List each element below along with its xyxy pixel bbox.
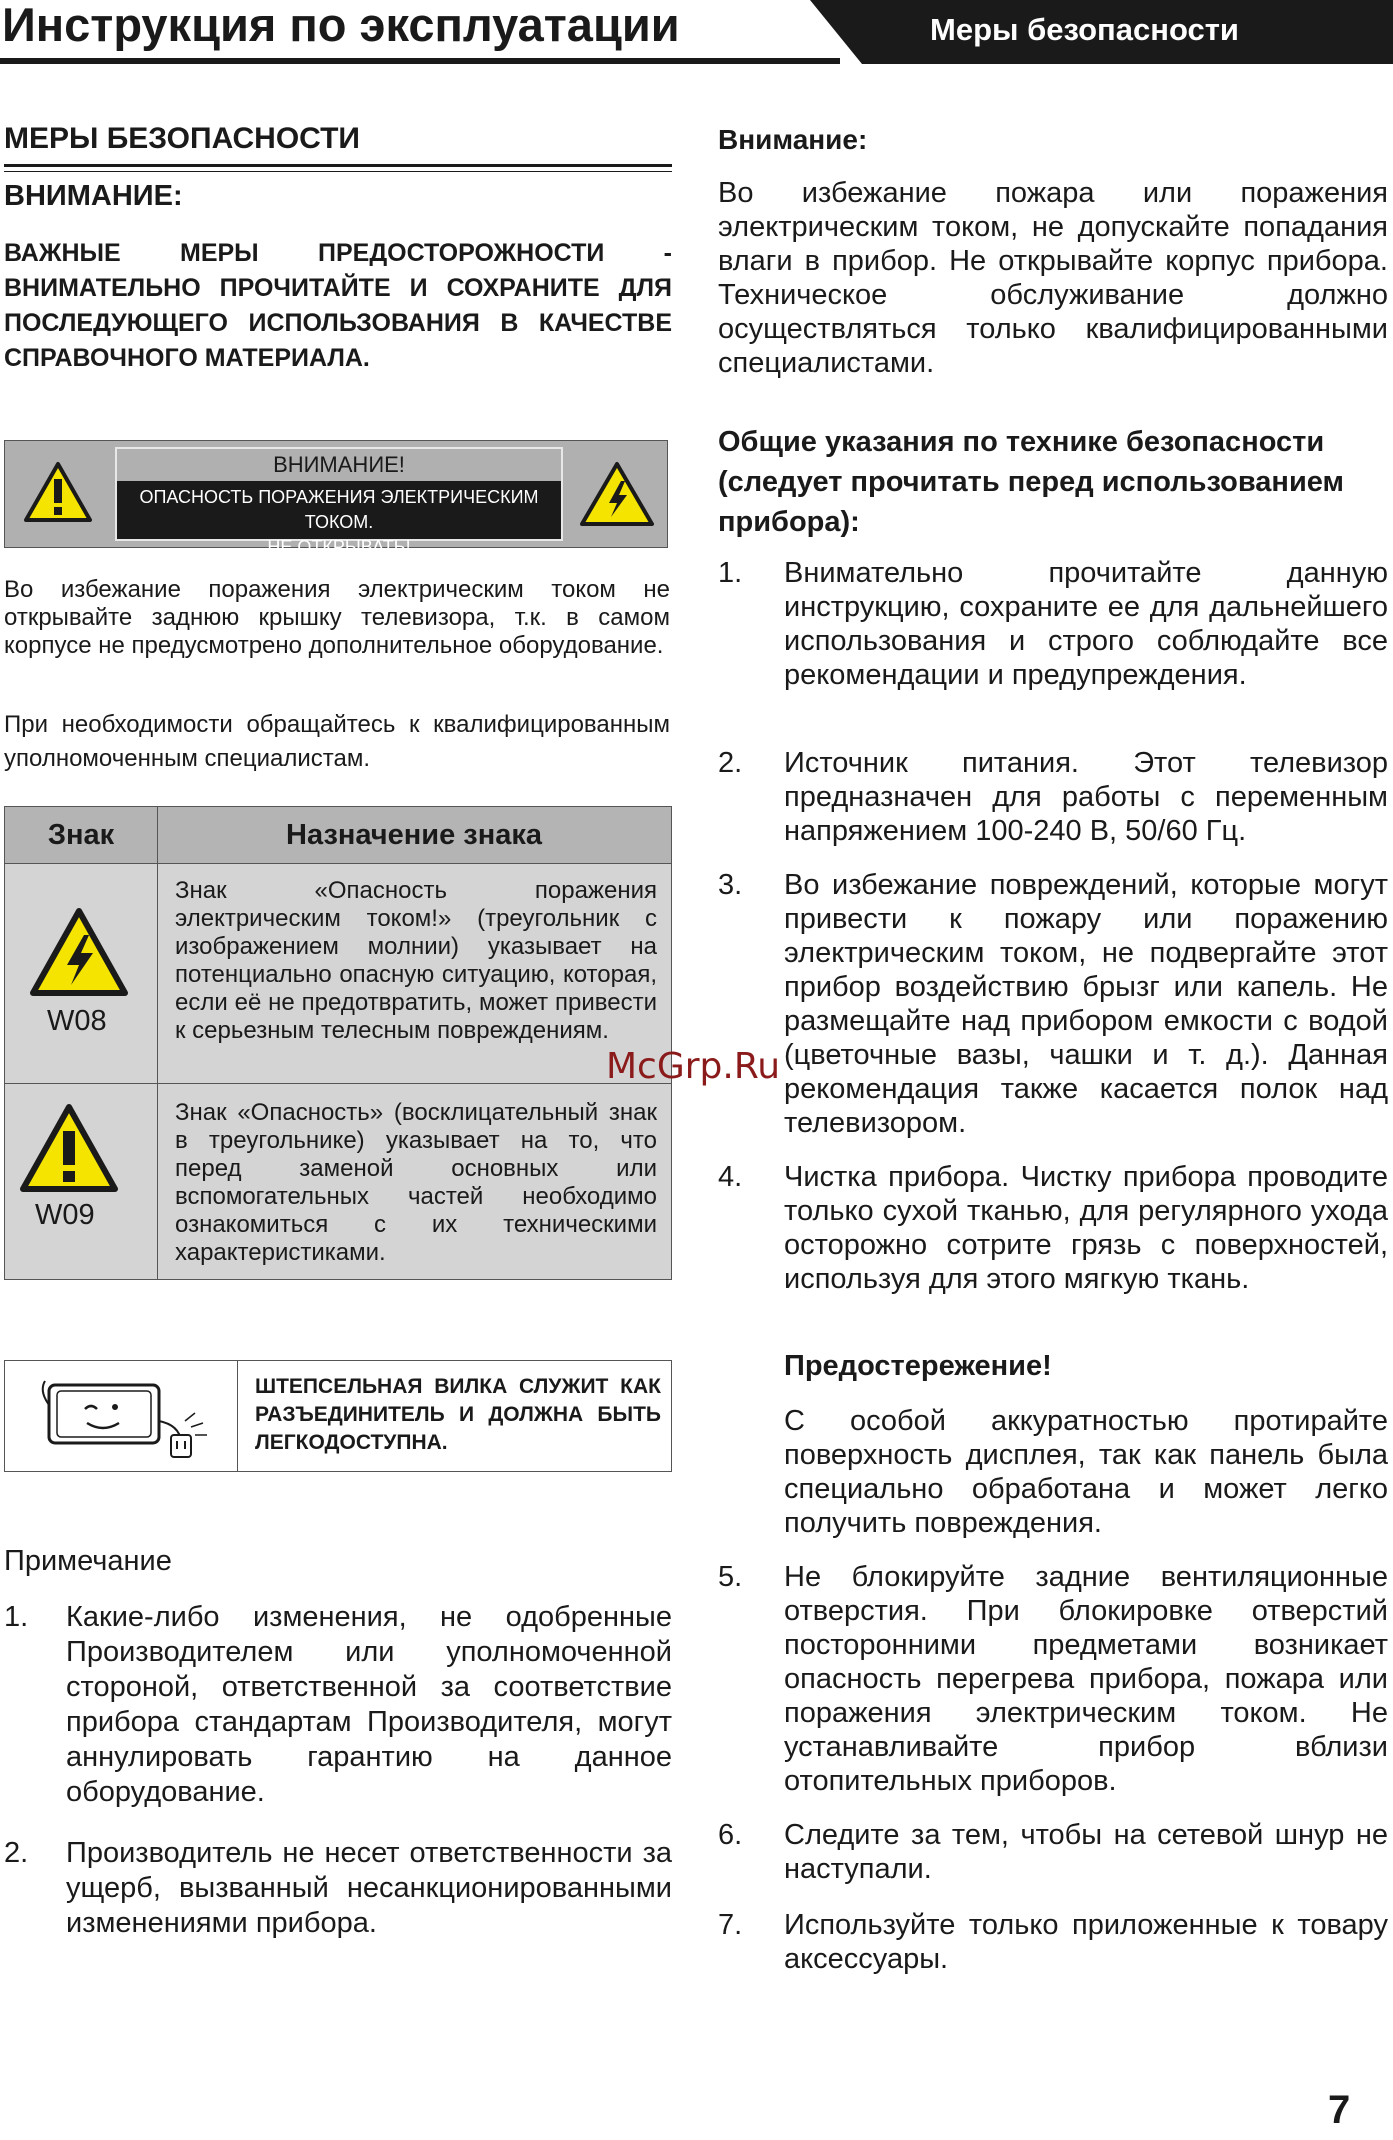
instruction-text: Во избежание повреждений, которые могут привести к пожару или поражению электрическим током, не подвергайте этот прибор воздействию брызг или капель. Не размещайте над прибором емкости с водой (цветочные вазы, чашки и т. д.). Данная рекомендация также касается полок над телевизором. [784, 869, 1388, 1139]
attention-heading: ВНИМАНИЕ: [4, 180, 183, 212]
warning-label-line2: НЕ ОТКРЫВАТЬ! [267, 537, 411, 557]
instruction-text: Используйте только приложенные к товару аксессуары. [784, 1909, 1388, 1975]
sign-code: W09 [35, 1199, 95, 1231]
instruction-text: Не блокируйте задние вентиляционные отверстия. При блокировке отверстий посторонними предметами возникает опасность перегрева прибора, пожара или поражения электрическим током. Не устанавливайте прибор вблизи отопительных приборов. [784, 1561, 1388, 1797]
table-divider [157, 807, 158, 1279]
exclamation-warning-icon [23, 461, 93, 523]
plug-disconnect-box [4, 1360, 672, 1472]
instruction-number: 5. [718, 1561, 743, 1593]
note-text: Какие-либо изменения, не одобренные Производителем или уполномоченной стороной, ответственной за соответствие прибора стандартам Производителя, могут аннулировать гарантию на данное оборудование. [66, 1601, 672, 1808]
instruction-text: Следите за тем, чтобы на сетевой шнур не наступали. [784, 1819, 1388, 1885]
instruction-number: 7. [718, 1909, 743, 1941]
attention-text: Во избежание пожара или поражения электрическим током, не допускайте попадания влаги в прибор. Не открывайте корпус прибора. Техническое обслуживание должно осуществляться только квалифицированными специалистами. [718, 177, 1388, 379]
sign-description: Знак «Опасность поражения электрическим током!» (треугольник с изображением молнии) указывает на потенциально опасную ситуацию, которая, если её не предотвратить, может привести к серьезным телесным повреждениям. [175, 877, 657, 1044]
sign-description: Знак «Опасность» (восклицательный знак в треугольнике) указывает на то, что перед заменой основных или вспомогательных частей необходимо ознакомиться с их техническими характеристиками. [175, 1099, 657, 1266]
general-instructions-heading: Общие указания по технике безопасности (следует прочитать перед использованием прибора): [718, 426, 1344, 538]
caution-title: Предостережение! [784, 1350, 1052, 1382]
sign-code: W08 [47, 1005, 107, 1037]
instruction-number: 1. [718, 557, 743, 589]
instruction-text: Внимательно прочитайте данную инструкцию, сохраните ее для дальнейшего использования и строго соблюдайте все рекомендации и предупреждения. [784, 557, 1388, 691]
note-number: 2. [4, 1837, 29, 1869]
sign-table-header [5, 807, 671, 864]
instruction-number: 4. [718, 1161, 743, 1193]
instruction-text: Источник питания. Этот телевизор предназначен для работы с переменным напряжением 100-240 В, 50/60 Гц. [784, 747, 1388, 847]
tv-plug-illustration [35, 1375, 215, 1459]
section-tab-label: Меры безопасности [930, 12, 1239, 47]
table-row-divider [5, 1083, 671, 1084]
attention-heading-right: Внимание: [718, 124, 868, 155]
plug-box-divider [237, 1361, 238, 1471]
header-rule [0, 58, 840, 64]
caution-text: С особой аккуратностью протирайте поверхность дисплея, так как панель была специально обработана и может легко получить повреждения. [784, 1405, 1388, 1539]
note-title: Примечание [4, 1545, 172, 1577]
instruction-number: 6. [718, 1819, 743, 1851]
section-tab [810, 0, 1393, 64]
shock-paragraph: Во избежание поражения электрическим током не открывайте заднюю крышку телевизора, т.к. в самом корпусе не предусмотрено дополнительное оборудование. [4, 576, 670, 659]
note-text: Производитель не несет ответственности за ущерб, вызванный несанкционированными изменениями прибора. [66, 1837, 672, 1939]
safety-heading: МЕРЫ БЕЗОПАСНОСТИ [4, 122, 360, 155]
sign-column-header: Знак [47, 819, 115, 851]
exclamation-warning-icon [19, 1103, 119, 1193]
warning-label [115, 447, 563, 557]
plug-note: ШТЕПСЕЛЬНАЯ ВИЛКА СЛУЖИТ КАК РАЗЪЕДИНИТЕЛЬ И ДОЛЖНА БЫТЬ ЛЕГКОДОСТУПНА. [255, 1375, 661, 1454]
lightning-warning-icon [29, 907, 129, 997]
sign-table [4, 806, 672, 1280]
instruction-number: 2. [718, 747, 743, 779]
watermark: McGrp.Ru [606, 1046, 781, 1087]
heading-rule [4, 164, 672, 167]
instruction-text: Чистка прибора. Чистку прибора проводите только сухой тканью, для регулярного ухода осторожно сотрите грязь с поверхностей, используя для этого мягкую ткань. [784, 1161, 1388, 1295]
instruction-number: 3. [718, 869, 743, 901]
heading-rule-thin [4, 171, 672, 172]
page-number: 7 [1328, 2088, 1351, 2132]
document-title: Инструкция по эксплуатации [2, 0, 680, 51]
purpose-column-header: Назначение знака [286, 819, 542, 851]
important-notice: ВАЖНЫЕ МЕРЫ ПРЕДОСТОРОЖНОСТИ - ВНИМАТЕЛЬНО ПРОЧИТАЙТЕ И СОХРАНИТЕ ДЛЯ ПОСЛЕДУЮЩЕГО ИСПОЛЬЗОВАНИЯ В КАЧЕСТВЕ СПРАВОЧНОГО МАТЕРИАЛА. [4, 239, 672, 372]
note-number: 1. [4, 1601, 29, 1633]
warning-label-line1: ОПАСНОСТЬ ПОРАЖЕНИЯ ЭЛЕКТРИЧЕСКИМ ТОКОМ. [139, 487, 539, 532]
electric-shock-warning-box [4, 440, 668, 557]
lightning-warning-icon [579, 461, 655, 527]
specialists-paragraph: При необходимости обращайтесь к квалифицированным уполномоченным специалистам. [4, 711, 670, 772]
warning-label-title: ВНИМАНИЕ! [117, 449, 561, 481]
